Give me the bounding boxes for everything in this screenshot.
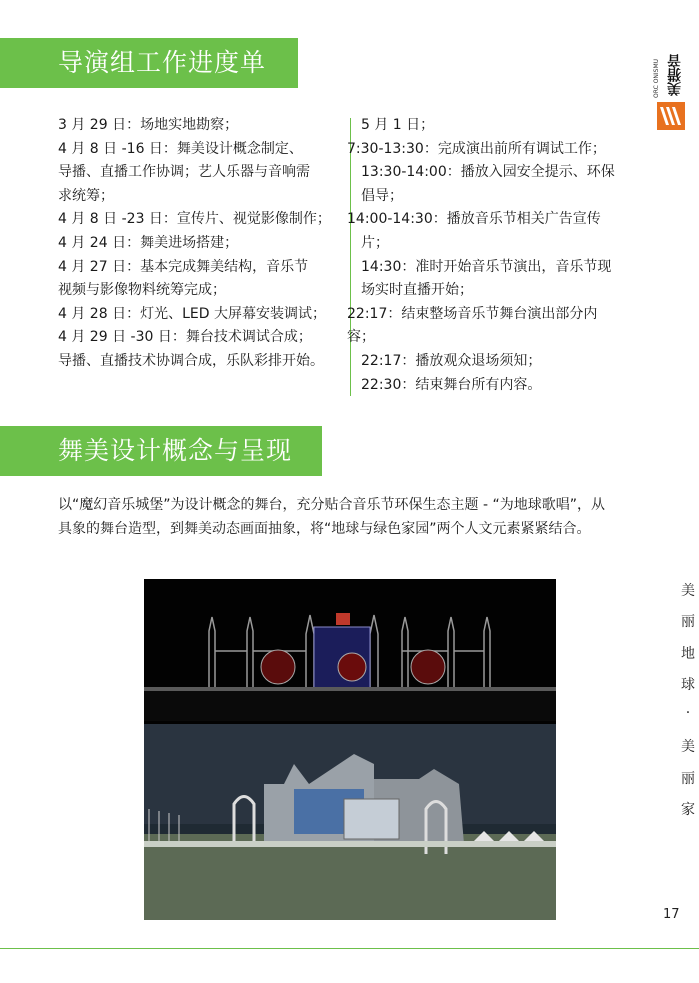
- schedule-line: 片；: [361, 234, 389, 251]
- slogan-char: 美: [681, 739, 695, 756]
- schedule-line: 4 月 8 日 -23 日：宣传片、视觉影像制作；: [58, 211, 331, 228]
- schedule-line: 导播、直播工作协调；艺人乐器与音响需: [58, 164, 310, 181]
- logo-mark-icon: [657, 102, 685, 130]
- slogan-char: 丽: [681, 614, 695, 631]
- slogan-char: 球: [681, 676, 695, 693]
- schedule-right-column: [347, 114, 647, 397]
- slogan-char: 地: [681, 645, 695, 662]
- schedule-line: 4 月 27 日：基本完成舞美结构，音乐节: [58, 258, 309, 275]
- slogan-char: 美: [681, 583, 695, 599]
- schedule-line: 求统筹；: [58, 187, 114, 204]
- schedule-line: 13:30-14:00：播放入园安全提示、环保: [361, 164, 615, 181]
- schedule-line: 14:30：准时开始音乐节演出，音乐节现: [361, 258, 612, 275]
- schedule-line: 4 月 24 日：舞美进场搭建；: [58, 234, 239, 251]
- section-title: 导演组工作进度单: [58, 48, 267, 77]
- vertical-slogan: [680, 580, 696, 830]
- section-title-banner: [0, 426, 322, 476]
- schedule-line: 4 月 29 日 -30 日：舞台技术调试合成；: [58, 329, 312, 346]
- slogan-char: ·: [685, 705, 691, 722]
- schedule-line: 导播、直播技术协调合成，乐队彩排开始。: [58, 352, 324, 369]
- schedule-line: 14:00-14:30：播放音乐节相关广告宣传: [347, 211, 601, 228]
- schedule-left-column: [58, 114, 348, 374]
- schedule-line: 22:17：结束整场音乐节舞台演出部分内: [347, 305, 598, 322]
- footer-divider: [0, 948, 699, 949]
- schedule-line: 3 月 29 日：场地实地勘察；: [58, 117, 239, 133]
- logo-text: 美猎音: [667, 54, 683, 96]
- intro-paragraph: 以“魔幻音乐城堡”为设计概念的舞台，充分贴合音乐节环保生态主题 - “为地球歌唱”，从具象的舞台造型，到舞美动态画面抽象，将“地球与绿色家园”两个人文元素紧紧结合。: [58, 497, 605, 537]
- slogan-char: 家: [681, 802, 695, 819]
- schedule-line: 4 月 28 日：灯光、LED 大屏幕安装调试；: [58, 305, 326, 322]
- schedule-line: 4 月 8 日 -16 日：舞美设计概念制定、: [58, 140, 303, 157]
- schedule-line: 场实时直播开始；: [361, 282, 473, 299]
- section-title-banner: [0, 38, 298, 88]
- logo-subtext: ORC ONISMU: [653, 58, 660, 98]
- schedule-line: 22:30：结束舞台所有内容。: [361, 376, 542, 393]
- schedule-line: 5 月 1 日；: [361, 117, 435, 133]
- section-title: 舞美设计概念与呈现: [58, 436, 293, 465]
- schedule-line: 22:17：播放观众退场须知；: [361, 352, 542, 369]
- slogan-char: 丽: [681, 770, 695, 787]
- schedule-line: 容；: [347, 329, 375, 346]
- stage-design-image: [144, 579, 556, 920]
- page-number: 17: [663, 907, 680, 922]
- brand-logo: [651, 30, 685, 130]
- schedule-line: 视频与影像物料统筹完成；: [58, 282, 226, 299]
- schedule-line: 倡导；: [361, 187, 403, 204]
- schedule-line: 7:30-13:30：完成演出前所有调试工作；: [347, 140, 606, 157]
